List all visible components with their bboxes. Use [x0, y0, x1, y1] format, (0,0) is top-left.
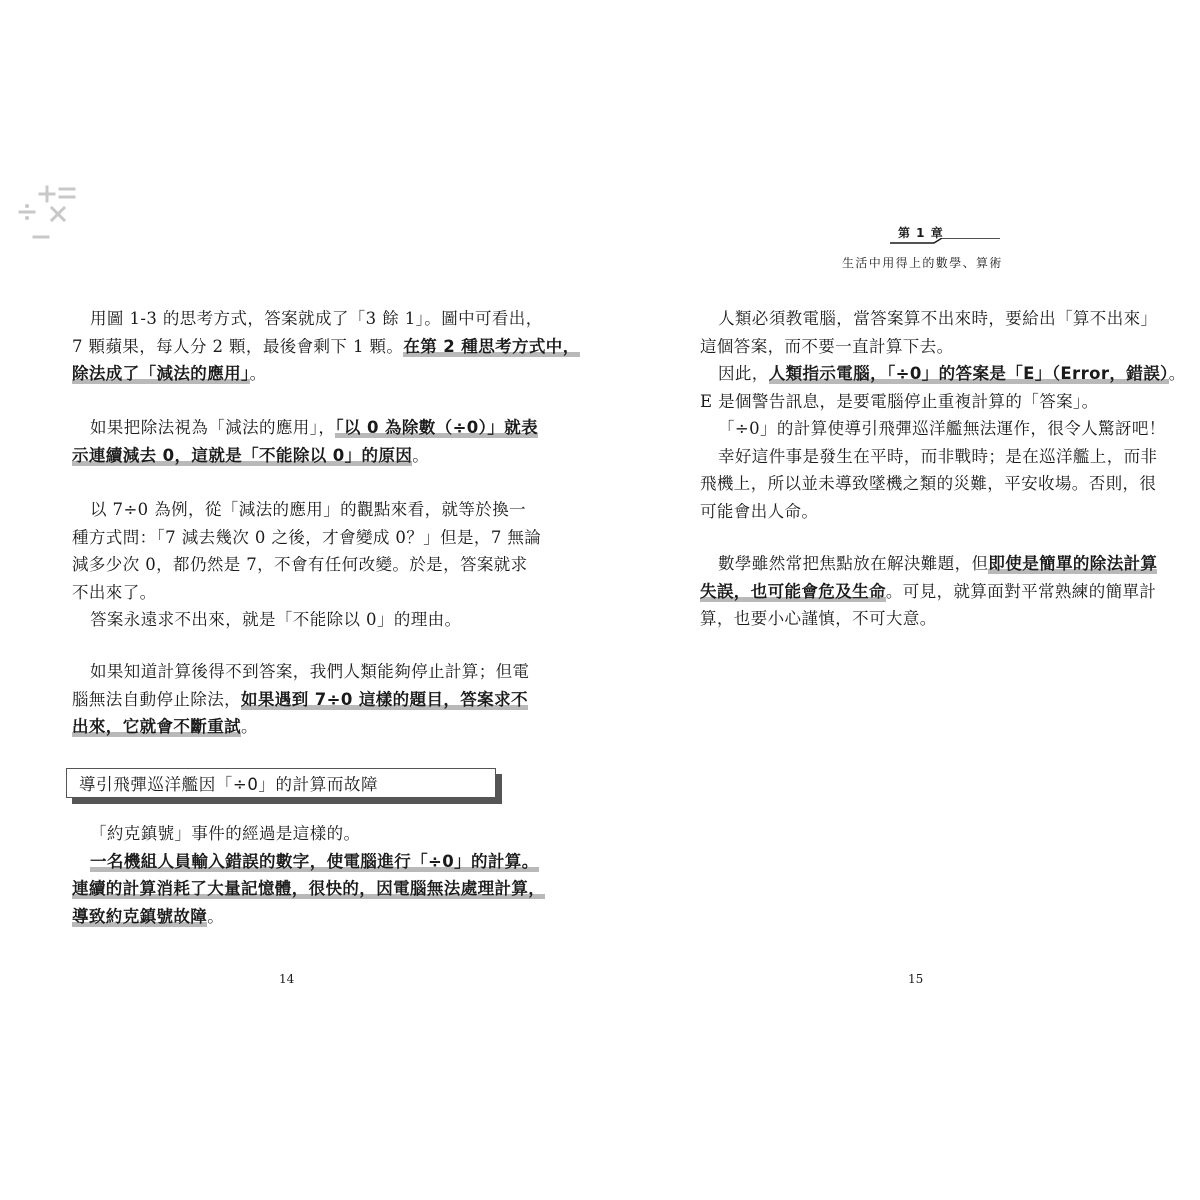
paragraph — [700, 305, 1186, 525]
text-line: 如果知道計算後得不到答案，我們人類能夠停止計算；但電 — [90, 662, 530, 681]
text-segment: 因此， — [718, 364, 769, 383]
math-operators-icon — [12, 182, 82, 248]
highlighted-text: 一名機組人員輸入錯誤的數字，使電腦進行「÷0」的計算。 — [90, 851, 539, 871]
text-line: E 是個警告訊息，是要電腦停止重複計算的「答案」。 — [700, 391, 1099, 411]
text-line: 以 7÷0 為例，從「減法的應用」的觀點來看，就等於換一 — [90, 500, 527, 519]
text-line: 不出來了。 — [72, 582, 157, 602]
text-line: 可能會出人命。 — [700, 501, 819, 521]
text-line: 種方式問：「7 減去幾次 0 之後，才會變成 0？」但是，7 無論 — [72, 527, 542, 547]
text-line — [700, 550, 1158, 578]
text-line: 算，也要小心謹慎，不可大意。 — [700, 609, 937, 628]
text-segment: 。 — [207, 906, 225, 926]
paragraph — [72, 305, 580, 388]
highlighted-text: 人類指示電腦，「÷0」的答案是「E」（Error，錯誤） — [768, 364, 1169, 383]
highlighted-text: 除法成了「減法的應用」 — [72, 364, 250, 383]
text-segment: 。 — [249, 364, 267, 383]
text-line — [72, 414, 539, 442]
text-line: 減多少次 0，都仍然是 7，不會有任何改變。於是，答案就求 — [72, 555, 528, 574]
text-line — [700, 360, 1186, 388]
chapter-rule — [890, 238, 1000, 244]
section-heading-box — [66, 768, 496, 798]
paragraph — [72, 414, 539, 469]
text-segment: 。 — [241, 717, 258, 736]
section-title: 導引飛彈巡洋艦因「÷0」的計算而故障 — [79, 775, 379, 794]
text-segment: 腦無法自動停止除法， — [72, 689, 241, 709]
text-line — [72, 333, 580, 361]
paragraph — [72, 496, 542, 634]
chapter-label: 第 1 章 — [898, 226, 944, 240]
text-segment: 數學雖然常把焦點放在解決難題，但 — [718, 554, 989, 573]
paragraph — [700, 550, 1158, 633]
text-segment: 如果把除法視為「減法的應用」， — [90, 418, 336, 437]
highlighted-text: 示連續減去 0，這就是「不能除以 0」的原因 — [72, 445, 413, 465]
chapter-subtitle: 生活中用得上的數學、算術 — [842, 256, 1003, 270]
highlighted-text: 「以 0 為除數（÷0）」就表 — [335, 418, 539, 437]
highlighted-text: 出來，它就會不斷重試 — [72, 717, 241, 736]
text-line — [72, 360, 512, 388]
text-line: 「約克鎮號」事件的經過是這樣的。 — [90, 824, 361, 843]
text-line — [72, 848, 539, 876]
text-line: 答案永遠求不出來，就是「不能除以 0」的理由。 — [90, 610, 462, 629]
text-line: 「÷0」的計算使導引飛彈巡洋艦無法運作，很令人驚訝吧！ — [718, 419, 1166, 438]
text-line — [72, 875, 546, 903]
paragraph — [72, 820, 546, 930]
text-line: 這個答案，而不要一直計算下去。 — [700, 336, 954, 356]
highlighted-text: 如果遇到 7÷0 這樣的題目，答案求不 — [241, 689, 528, 709]
text-line — [700, 578, 1157, 606]
highlighted-text: 即使是簡單的除法計算 — [988, 554, 1158, 573]
page-number: 15 — [908, 972, 924, 986]
text-line: 幸好這件事是發生在平時，而非戰時；是在巡洋艦上，而非 — [718, 446, 1158, 466]
text-line: 人類必須教電腦，當答案算不出來時，要給出「算不出來」 — [718, 309, 1158, 328]
text-segment: 。可見，就算面對平常熟練的簡單計 — [885, 581, 1157, 601]
text-line: 用圖 1-3 的思考方式，答案就成了「3 餘 1」。圖中可看出， — [90, 309, 543, 328]
text-line: 飛機上，所以並未導致墜機之類的災難，平安收場。否則，很 — [700, 474, 1157, 493]
text-segment: 。 — [412, 445, 430, 465]
paragraph — [72, 658, 530, 741]
text-line — [72, 686, 528, 714]
text-line — [72, 713, 512, 741]
text-segment: 。 — [1168, 364, 1186, 383]
highlighted-text: 連續的計算消耗了大量記憶體，很快的，因電腦無法處理計算， — [72, 879, 546, 898]
highlighted-text: 在第 2 種思考方式中， — [403, 336, 580, 356]
text-segment: 7 顆蘋果，每人分 2 顆，最後會剩下 1 顆。 — [72, 336, 404, 356]
right-page — [600, 0, 1200, 1200]
highlighted-text: 導致約克鎮號故障 — [72, 906, 208, 926]
highlighted-text: 失誤，也可能會危及生命 — [700, 581, 886, 601]
page-number: 14 — [279, 972, 295, 986]
text-line — [72, 442, 512, 470]
text-line — [72, 903, 512, 931]
